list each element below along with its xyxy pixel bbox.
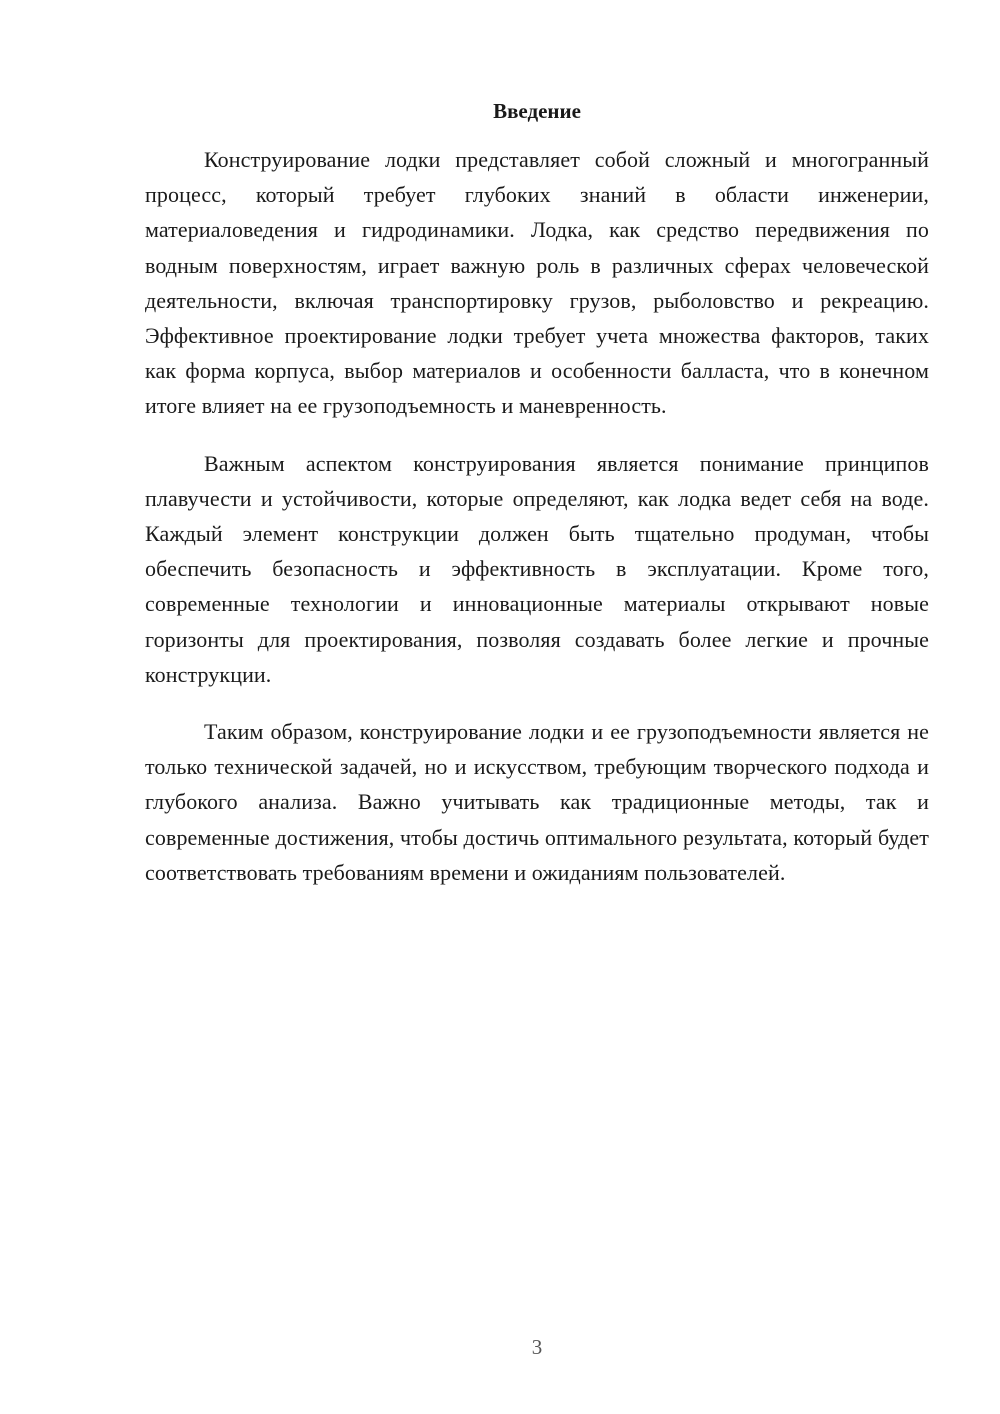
paragraph-2: Важным аспектом конструирования является понимание принципов плавучести и устойчивости, которые определяют, как лодка ведет себя на воде. Каждый элемент конструкции должен быть тщательно продуман, чтобы обеспечить безопасность и эффективность в эксплуатации. Кроме того, современные технологии и инновационные материалы открывают новые горизонты для проектирования, позволяя создавать более легкие и прочные конструкции. [145,450,929,687]
page-number: 3 [531,1335,543,1359]
body-text [145,142,929,912]
paragraph-1: Конструирование лодки представляет собой сложный и многогранный процесс, который требует глубоких знаний в области инженерии, материаловедения и гидродинамики. Лодка, как средство передвижения по водным поверхностям, играет важную роль в различных сферах человеческой деятельности, включая транспортировку грузов, рыболовство и рекреацию. Эффективное проектирование лодки требует учета множества факторов, таких как форма корпуса, выбор материалов и особенности балласта, что в конечном итоге влияет на ее грузоподъемность и маневренность. [145,147,929,419]
section-heading: Введение [493,99,581,123]
paragraph-3: Таким образом, конструирование лодки и ее грузоподъемности является не только технической задачей, но и искусством, требующим творческого подхода и глубокого анализа. Важно учитывать как традиционные методы, так и современные достижения, чтобы достичь оптимального результата, который будет соответствовать требованиям времени и ожиданиям пользователей. [145,719,929,885]
